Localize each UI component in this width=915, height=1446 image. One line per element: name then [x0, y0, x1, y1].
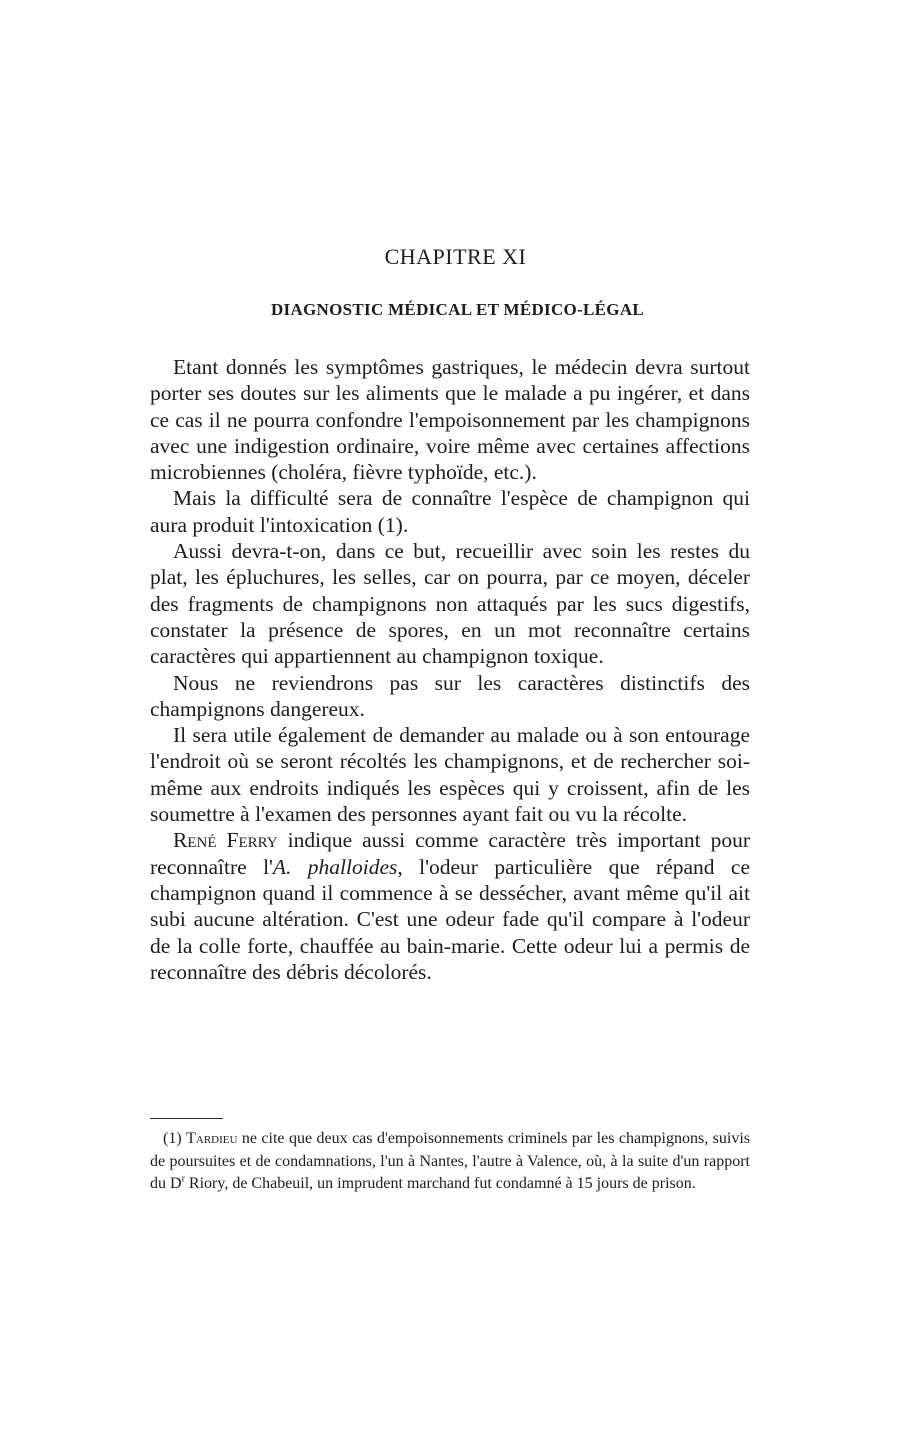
paragraph: Etant donnés les symptômes gastriques, le médecin devra surtout porter ses doutes sur les aliments que le malade a pu ingérer, et dans ce cas il ne pourra confondre l'empoisonnement par les champignons avec une indigestion ordinaire, voire même avec certaines affections microbiennes (choléra, fièvre typhoïde, etc.).	[150, 355, 750, 485]
body-text	[150, 354, 750, 985]
paragraph-text: indique aussi comme caractère très important pour reconnaître l'	[150, 828, 750, 879]
paragraph: Il sera utile également de demander au malade ou à son entourage l'endroit où se seront récoltés les champignons, et de rechercher soi-même aux endroits indiqués les espèces qui y croissent, afin de les soumettre à l'examen des personnes ayant fait ou vu la récolte.	[150, 723, 750, 827]
chapter-title: DIAGNOSTIC MÉDICAL ET MÉDICO-LÉGAL	[270, 300, 645, 319]
footnote-author: Tardieu	[186, 1130, 238, 1147]
species-name: A. phalloides	[272, 854, 398, 879]
footnote-body: ne cite que deux cas d'empoisonnements criminels par les champignons, suivis de poursuites et de condamnations, l'un à Nantes, l'autre à Valence, où, à la suite d'un rapport du D	[150, 1130, 751, 1192]
footnote-rule	[150, 1118, 223, 1119]
paragraph: Mais la difficulté sera de connaître l'espèce de champignon qui aura produit l'intoxication (1).	[150, 486, 750, 537]
footnote-text	[150, 1128, 750, 1196]
author-name: René Ferry	[173, 828, 278, 853]
paragraph: Nous ne reviendrons pas sur les caractères distinctifs des champignons dangereux.	[150, 670, 750, 721]
paragraph: Aussi devra-t-on, dans ce but, recueillir avec soin les restes du plat, les épluchures, les selles, car on pourra, par ce moyen, déceler des fragments de champignons non attaqués par les sucs digestifs, constater la présence de spores, en un mot reconnaître certains caractères qui appartiennent au champignon toxique.	[150, 539, 750, 669]
paragraph-ferry	[150, 827, 750, 985]
footnote-marker: (1)	[163, 1130, 187, 1147]
footnote-sup: r	[181, 1173, 185, 1185]
chapter-label: CHAPITRE XI	[384, 244, 527, 269]
footnote	[150, 1128, 750, 1196]
footnote-body: Riory, de Chabeuil, un imprudent marchand fut condamné à 15 jours de prison.	[184, 1175, 696, 1192]
paragraph-text: , l'odeur particulière que répand ce champignon quand il commence à se dessécher, avant même qu'il ait subi aucune altération. C'est une odeur fade qu'il compare à l'odeur de la colle forte, chauffée au bain-marie. Cette odeur lui a permis de reconnaître des débris décolorés.	[150, 854, 750, 984]
